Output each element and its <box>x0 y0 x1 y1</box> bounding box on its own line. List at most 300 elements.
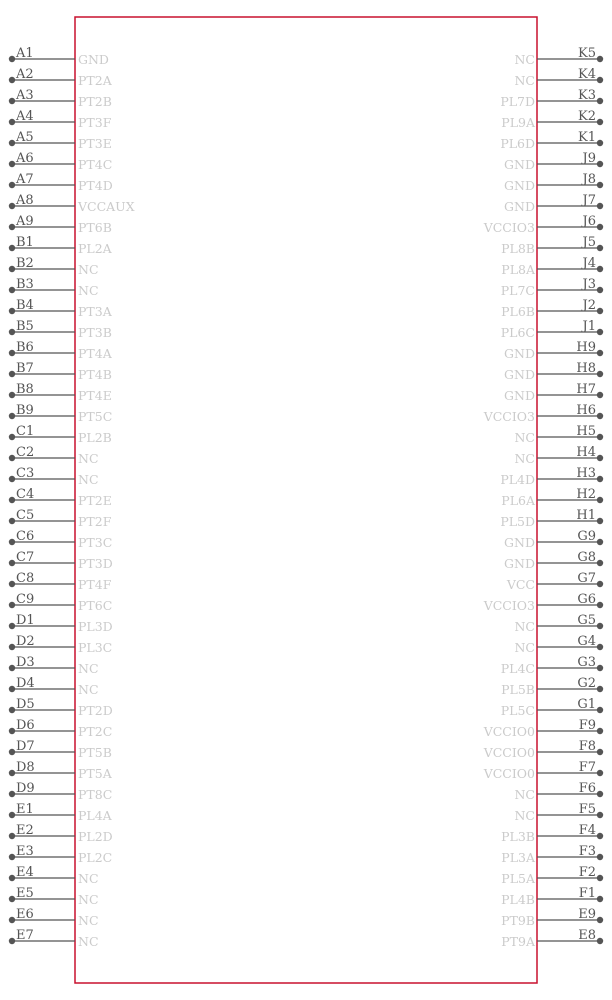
pin-j2 <box>501 298 603 319</box>
pin-g2 <box>501 676 603 697</box>
pin-f5 <box>514 802 603 823</box>
pin-number-label: E8 <box>578 928 596 943</box>
pin-d2 <box>9 634 112 655</box>
pin-name-label: NC <box>78 661 99 676</box>
pin-end-dot <box>597 245 603 251</box>
pin-e7 <box>9 928 99 949</box>
pin-end-dot <box>597 896 603 902</box>
pin-f3 <box>501 844 603 865</box>
pin-name-label: PT2B <box>78 94 112 109</box>
pin-name-label: PT2D <box>78 703 113 718</box>
pin-name-label: NC <box>514 808 535 823</box>
pin-f6 <box>514 781 603 802</box>
pin-a1 <box>9 46 109 67</box>
pin-end-dot <box>9 224 15 230</box>
pin-number-label: F6 <box>578 781 596 796</box>
pin-number-label: A4 <box>16 109 34 124</box>
pin-end-dot <box>597 623 603 629</box>
pin-c4 <box>9 487 112 508</box>
pin-end-dot <box>597 497 603 503</box>
pin-b4 <box>9 298 113 319</box>
pin-name-label: PL8B <box>501 241 535 256</box>
pin-end-dot <box>597 224 603 230</box>
pin-name-label: NC <box>514 640 535 655</box>
pin-end-dot <box>9 686 15 692</box>
pin-name-label: PL5D <box>500 514 535 529</box>
pin-k5 <box>514 46 603 67</box>
pin-number-label: H7 <box>576 382 596 397</box>
pin-name-label: NC <box>78 472 99 487</box>
pin-end-dot <box>9 371 15 377</box>
pin-number-label: C4 <box>16 487 35 502</box>
pin-name-label: PT5A <box>78 766 112 781</box>
pin-number-label: F9 <box>578 718 596 733</box>
pin-end-dot <box>597 119 603 125</box>
pin-end-dot <box>9 602 15 608</box>
pin-name-label: PL4B <box>501 892 535 907</box>
pin-end-dot <box>9 350 15 356</box>
pin-number-label: G6 <box>577 592 596 607</box>
pin-number-label: C7 <box>16 550 35 565</box>
pin-end-dot <box>9 812 15 818</box>
pin-end-dot <box>9 161 15 167</box>
pin-number-label: B2 <box>16 256 34 271</box>
pin-c2 <box>9 445 99 466</box>
pin-end-dot <box>9 854 15 860</box>
pin-name-label: PL5A <box>501 871 535 886</box>
right-pin-column <box>483 46 603 949</box>
pin-end-dot <box>9 707 15 713</box>
pin-end-dot <box>597 308 603 314</box>
pin-number-label: C2 <box>16 445 35 460</box>
pin-end-dot <box>597 371 603 377</box>
pin-end-dot <box>9 98 15 104</box>
pin-number-label: E3 <box>16 844 34 859</box>
pin-c1 <box>9 424 112 445</box>
pin-name-label: PT4F <box>78 577 112 592</box>
pin-number-label: A1 <box>16 46 34 61</box>
pin-name-label: PT5C <box>78 409 113 424</box>
pin-number-label: G7 <box>577 571 596 586</box>
pin-e9 <box>501 907 603 928</box>
pin-j1 <box>501 319 603 340</box>
pin-name-label: GND <box>504 556 535 571</box>
pin-name-label: PL3C <box>78 640 113 655</box>
pin-end-dot <box>597 77 603 83</box>
pin-end-dot <box>9 413 15 419</box>
pin-g6 <box>483 592 603 613</box>
pin-number-label: F1 <box>578 886 596 901</box>
pin-name-label: PL9A <box>501 115 535 130</box>
pin-end-dot <box>597 875 603 881</box>
pin-b3 <box>9 277 99 298</box>
pin-name-label: PT3D <box>78 556 113 571</box>
pin-d3 <box>9 655 99 676</box>
pin-end-dot <box>597 518 603 524</box>
pin-name-label: PL6D <box>500 136 535 151</box>
pin-number-label: B7 <box>16 361 34 376</box>
pin-end-dot <box>597 602 603 608</box>
pin-name-label: GND <box>504 535 535 550</box>
pin-name-label: NC <box>78 892 99 907</box>
pin-number-label: F3 <box>578 844 596 859</box>
pin-a6 <box>9 151 112 172</box>
pin-number-label: C3 <box>16 466 35 481</box>
pin-number-label: J3 <box>582 277 596 292</box>
pin-number-label: F8 <box>578 739 596 754</box>
pin-h7 <box>504 382 603 403</box>
pin-h9 <box>504 340 603 361</box>
pin-number-label: H4 <box>576 445 596 460</box>
pin-number-label: B8 <box>16 382 34 397</box>
pin-number-label: A2 <box>16 67 34 82</box>
pin-number-label: B3 <box>16 277 34 292</box>
pin-end-dot <box>9 455 15 461</box>
pin-name-label: PL2A <box>78 241 112 256</box>
pin-name-label: PT2A <box>78 73 112 88</box>
pin-number-label: A6 <box>16 151 34 166</box>
pin-end-dot <box>597 56 603 62</box>
pin-end-dot <box>597 833 603 839</box>
pin-end-dot <box>597 791 603 797</box>
pin-name-label: PT2E <box>78 493 112 508</box>
pin-number-label: K5 <box>578 46 596 61</box>
pin-end-dot <box>597 938 603 944</box>
pin-name-label: NC <box>514 451 535 466</box>
pin-name-label: PT3A <box>78 304 112 319</box>
pin-number-label: B9 <box>16 403 34 418</box>
pin-number-label: H1 <box>576 508 596 523</box>
pin-end-dot <box>597 644 603 650</box>
pin-b5 <box>9 319 112 340</box>
pin-end-dot <box>9 434 15 440</box>
pin-name-label: GND <box>504 346 535 361</box>
pin-end-dot <box>597 140 603 146</box>
pin-end-dot <box>9 329 15 335</box>
pin-c6 <box>9 529 112 550</box>
pin-number-label: C6 <box>16 529 35 544</box>
pin-name-label: NC <box>78 283 99 298</box>
pin-end-dot <box>9 77 15 83</box>
pin-name-label: VCCIO3 <box>483 409 535 424</box>
pin-end-dot <box>9 875 15 881</box>
pin-f1 <box>501 886 603 907</box>
pin-c3 <box>9 466 99 487</box>
pin-d5 <box>9 697 113 718</box>
pin-number-label: A7 <box>16 172 34 187</box>
pin-end-dot <box>597 392 603 398</box>
pin-d4 <box>9 676 99 697</box>
pin-number-label: J9 <box>582 151 596 166</box>
pin-number-label: J2 <box>582 298 596 313</box>
pin-name-label: PL4D <box>500 472 535 487</box>
pin-end-dot <box>597 455 603 461</box>
pin-end-dot <box>9 56 15 62</box>
pin-c9 <box>9 592 112 613</box>
pin-number-label: F7 <box>578 760 596 775</box>
pin-end-dot <box>597 287 603 293</box>
pin-name-label: VCCAUX <box>78 199 135 214</box>
pin-number-label: E4 <box>16 865 34 880</box>
pin-number-label: G1 <box>577 697 596 712</box>
pin-k4 <box>514 67 603 88</box>
pin-name-label: NC <box>78 934 99 949</box>
pin-end-dot <box>597 476 603 482</box>
pin-name-label: PL2B <box>78 430 112 445</box>
pin-name-label: PL5C <box>500 703 535 718</box>
pin-end-dot <box>9 245 15 251</box>
pin-end-dot <box>597 413 603 419</box>
pin-h2 <box>501 487 603 508</box>
pin-name-label: PT8C <box>78 787 113 802</box>
pin-name-label: GND <box>504 157 535 172</box>
pin-name-label: PL3B <box>501 829 535 844</box>
pin-e3 <box>9 844 112 865</box>
pin-name-label: PL6B <box>501 304 535 319</box>
pin-number-label: G4 <box>577 634 596 649</box>
pin-h5 <box>514 424 603 445</box>
pin-name-label: PL3D <box>78 619 113 634</box>
pin-j8 <box>504 172 603 193</box>
pin-name-label: VCCIO3 <box>483 220 535 235</box>
pin-b8 <box>9 382 112 403</box>
pin-end-dot <box>9 833 15 839</box>
pin-j4 <box>501 256 603 277</box>
pin-end-dot <box>9 308 15 314</box>
pin-end-dot <box>597 749 603 755</box>
pin-name-label: PL4C <box>500 661 535 676</box>
pin-number-label: J1 <box>582 319 596 334</box>
pin-e4 <box>9 865 99 886</box>
pin-number-label: B5 <box>16 319 34 334</box>
pin-end-dot <box>597 266 603 272</box>
pin-end-dot <box>9 266 15 272</box>
pin-end-dot <box>597 161 603 167</box>
pin-f2 <box>501 865 603 886</box>
pin-name-label: PL5B <box>501 682 535 697</box>
pin-number-label: C5 <box>16 508 35 523</box>
pin-number-label: E5 <box>16 886 34 901</box>
pin-name-label: PT6C <box>78 598 113 613</box>
pin-end-dot <box>597 329 603 335</box>
pin-end-dot <box>9 182 15 188</box>
pin-name-label: PT3C <box>78 535 113 550</box>
pin-g7 <box>506 571 603 592</box>
pin-b2 <box>9 256 99 277</box>
pin-end-dot <box>9 896 15 902</box>
pin-name-label: NC <box>78 682 99 697</box>
pin-number-label: D8 <box>16 760 35 775</box>
pin-g9 <box>504 529 603 550</box>
left-pin-column <box>9 46 135 949</box>
pin-number-label: G3 <box>577 655 596 670</box>
pin-number-label: K2 <box>578 109 596 124</box>
pin-name-label: PT4D <box>78 178 113 193</box>
pin-number-label: C8 <box>16 571 35 586</box>
pin-number-label: A3 <box>16 88 34 103</box>
pin-name-label: VCCIO0 <box>483 745 535 760</box>
pin-name-label: VCCIO3 <box>483 598 535 613</box>
pin-number-label: F2 <box>578 865 596 880</box>
pin-c7 <box>9 550 113 571</box>
pin-name-label: PT5B <box>78 745 112 760</box>
pin-number-label: B6 <box>16 340 34 355</box>
pin-name-label: PT2C <box>78 724 113 739</box>
pin-b6 <box>9 340 113 361</box>
pin-k2 <box>501 109 603 130</box>
pin-a4 <box>9 109 112 130</box>
pin-number-label: E1 <box>16 802 34 817</box>
pin-number-label: H2 <box>576 487 596 502</box>
pin-c8 <box>9 571 112 592</box>
pin-number-label: B4 <box>16 298 34 313</box>
pin-number-label: G9 <box>577 529 596 544</box>
pin-h6 <box>483 403 603 424</box>
pin-end-dot <box>597 854 603 860</box>
pin-end-dot <box>9 770 15 776</box>
pin-end-dot <box>9 728 15 734</box>
pin-end-dot <box>9 203 15 209</box>
pin-end-dot <box>9 791 15 797</box>
pin-name-label: PL2C <box>78 850 113 865</box>
pin-name-label: GND <box>504 388 535 403</box>
pin-number-label: J4 <box>582 256 596 271</box>
pin-name-label: PT3E <box>78 136 112 151</box>
pin-b7 <box>9 361 112 382</box>
pin-name-label: GND <box>504 199 535 214</box>
pin-g1 <box>501 697 603 718</box>
pin-g4 <box>514 634 603 655</box>
pin-g3 <box>501 655 603 676</box>
pin-number-label: G8 <box>577 550 596 565</box>
pin-name-label: NC <box>514 73 535 88</box>
pin-end-dot <box>9 665 15 671</box>
pin-number-label: D2 <box>16 634 35 649</box>
pin-end-dot <box>9 119 15 125</box>
pin-number-label: E9 <box>578 907 596 922</box>
pin-number-label: G5 <box>577 613 596 628</box>
pin-name-label: PT4E <box>78 388 112 403</box>
pin-name-label: PL6C <box>500 325 535 340</box>
pin-d1 <box>9 613 113 634</box>
pin-name-label: GND <box>78 52 109 67</box>
pin-h8 <box>504 361 603 382</box>
pin-end-dot <box>9 749 15 755</box>
pin-g5 <box>514 613 603 634</box>
pin-name-label: NC <box>514 430 535 445</box>
pin-name-label: PT3B <box>78 325 112 340</box>
pin-a5 <box>9 130 112 151</box>
pin-end-dot <box>9 287 15 293</box>
pin-end-dot <box>9 476 15 482</box>
pin-f7 <box>483 760 603 781</box>
pin-h4 <box>514 445 603 466</box>
pin-name-label: NC <box>78 871 99 886</box>
pin-d6 <box>9 718 112 739</box>
pin-end-dot <box>597 350 603 356</box>
pin-end-dot <box>597 686 603 692</box>
pin-a7 <box>9 172 113 193</box>
pin-number-label: H8 <box>576 361 596 376</box>
pin-number-label: C9 <box>16 592 35 607</box>
pin-number-label: D5 <box>16 697 35 712</box>
pin-e6 <box>9 907 99 928</box>
pin-name-label: PL2D <box>78 829 113 844</box>
pin-end-dot <box>9 623 15 629</box>
pin-number-label: H3 <box>576 466 596 481</box>
pin-number-label: G2 <box>577 676 596 691</box>
pin-j7 <box>504 193 603 214</box>
pin-name-label: NC <box>78 262 99 277</box>
pin-end-dot <box>9 392 15 398</box>
pin-end-dot <box>9 539 15 545</box>
pin-number-label: K1 <box>578 130 596 145</box>
pin-c5 <box>9 508 112 529</box>
pin-name-label: PL3A <box>501 850 535 865</box>
pin-f4 <box>501 823 603 844</box>
pin-name-label: PL6A <box>501 493 535 508</box>
pin-g8 <box>504 550 603 571</box>
pin-j3 <box>501 277 603 298</box>
pin-name-label: PL7D <box>500 94 535 109</box>
pin-number-label: K3 <box>578 88 596 103</box>
pin-name-label: PT4C <box>78 157 113 172</box>
pin-e5 <box>9 886 99 907</box>
pin-name-label: PL8A <box>501 262 535 277</box>
pin-a8 <box>9 193 135 214</box>
pin-name-label: PT3F <box>78 115 112 130</box>
pin-number-label: E2 <box>16 823 34 838</box>
pin-d9 <box>9 781 112 802</box>
pin-number-label: K4 <box>578 67 596 82</box>
pin-d8 <box>9 760 113 781</box>
pin-number-label: D7 <box>16 739 35 754</box>
pin-number-label: F4 <box>578 823 596 838</box>
pin-e1 <box>9 802 113 823</box>
pin-name-label: PT9A <box>501 934 535 949</box>
pin-f9 <box>483 718 603 739</box>
pin-number-label: H6 <box>576 403 596 418</box>
pin-a2 <box>9 67 113 88</box>
pin-j9 <box>504 151 603 172</box>
pin-a9 <box>9 214 112 235</box>
pin-end-dot <box>597 665 603 671</box>
pin-name-label: PL7C <box>500 283 535 298</box>
pin-b9 <box>9 403 112 424</box>
pin-name-label: NC <box>514 52 535 67</box>
pin-number-label: F5 <box>578 802 596 817</box>
pin-name-label: NC <box>514 787 535 802</box>
pin-end-dot <box>597 182 603 188</box>
pin-number-label: C1 <box>16 424 35 439</box>
pin-end-dot <box>9 938 15 944</box>
pin-name-label: NC <box>78 913 99 928</box>
pin-name-label: PL4A <box>78 808 112 823</box>
pin-name-label: PT4A <box>78 346 112 361</box>
pin-number-label: D1 <box>16 613 35 628</box>
pin-end-dot <box>597 581 603 587</box>
component-body-outline <box>75 17 537 983</box>
pin-k1 <box>500 130 603 151</box>
pin-end-dot <box>9 140 15 146</box>
pin-end-dot <box>597 917 603 923</box>
pin-name-label: NC <box>78 451 99 466</box>
pin-number-label: A5 <box>16 130 34 145</box>
pin-end-dot <box>597 770 603 776</box>
pin-name-label: VCCIO0 <box>483 766 535 781</box>
pin-number-label: D6 <box>16 718 35 733</box>
pin-name-label: PT9B <box>501 913 535 928</box>
